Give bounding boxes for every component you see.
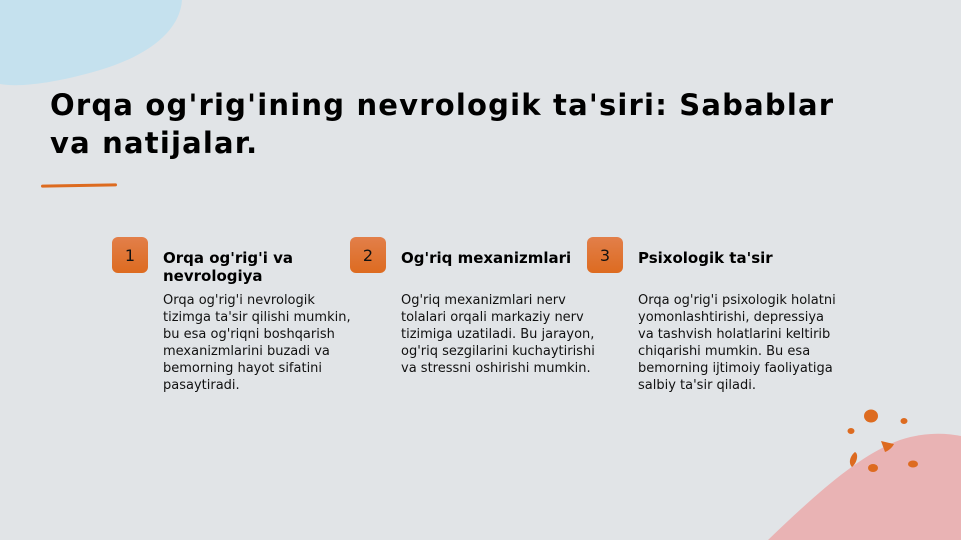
item-body: Orqa og'rig'i psixologik holatni yomonlashtirishi, depressiya va tashvish holatlarini keltirib chiqarishi mumkin. Bu esa bemorning ijtimoiy faoliyatiga salbiy ta'sir qiladi. (638, 293, 836, 393)
item-title: Psixologik ta'sir (638, 249, 773, 267)
item-body: Orqa og'rig'i nevrologik tizimga ta'sir qilishi mumkin, bu esa og'riqni boshqarish mexanizmlarini buzadi va bemorning hayot sifatini pasaytiradi. (163, 293, 351, 393)
slide-title: Orqa og'rig'ining nevrologik ta'siri: Sabablar va natijalar. (50, 88, 835, 160)
number-badge: 1 (112, 237, 148, 273)
number-badge: 3 (587, 237, 623, 273)
decorative-blue-blob (0, 0, 200, 100)
title-underline (41, 183, 117, 187)
item-title: Og'riq mexanizmlari (401, 249, 572, 267)
decorative-pink-wave (760, 400, 961, 540)
number-badge: 2 (350, 237, 386, 273)
item-body: Og'riq mexanizmlari nerv tolalari orqali markaziy nerv tizimiga uzatiladi. Bu jarayon, og'riq sezgilarini kuchaytirishi va stressni oshirishi mumkin. (401, 293, 595, 376)
item-title: Orqa og'rig'i va nevrologiya (163, 249, 293, 285)
